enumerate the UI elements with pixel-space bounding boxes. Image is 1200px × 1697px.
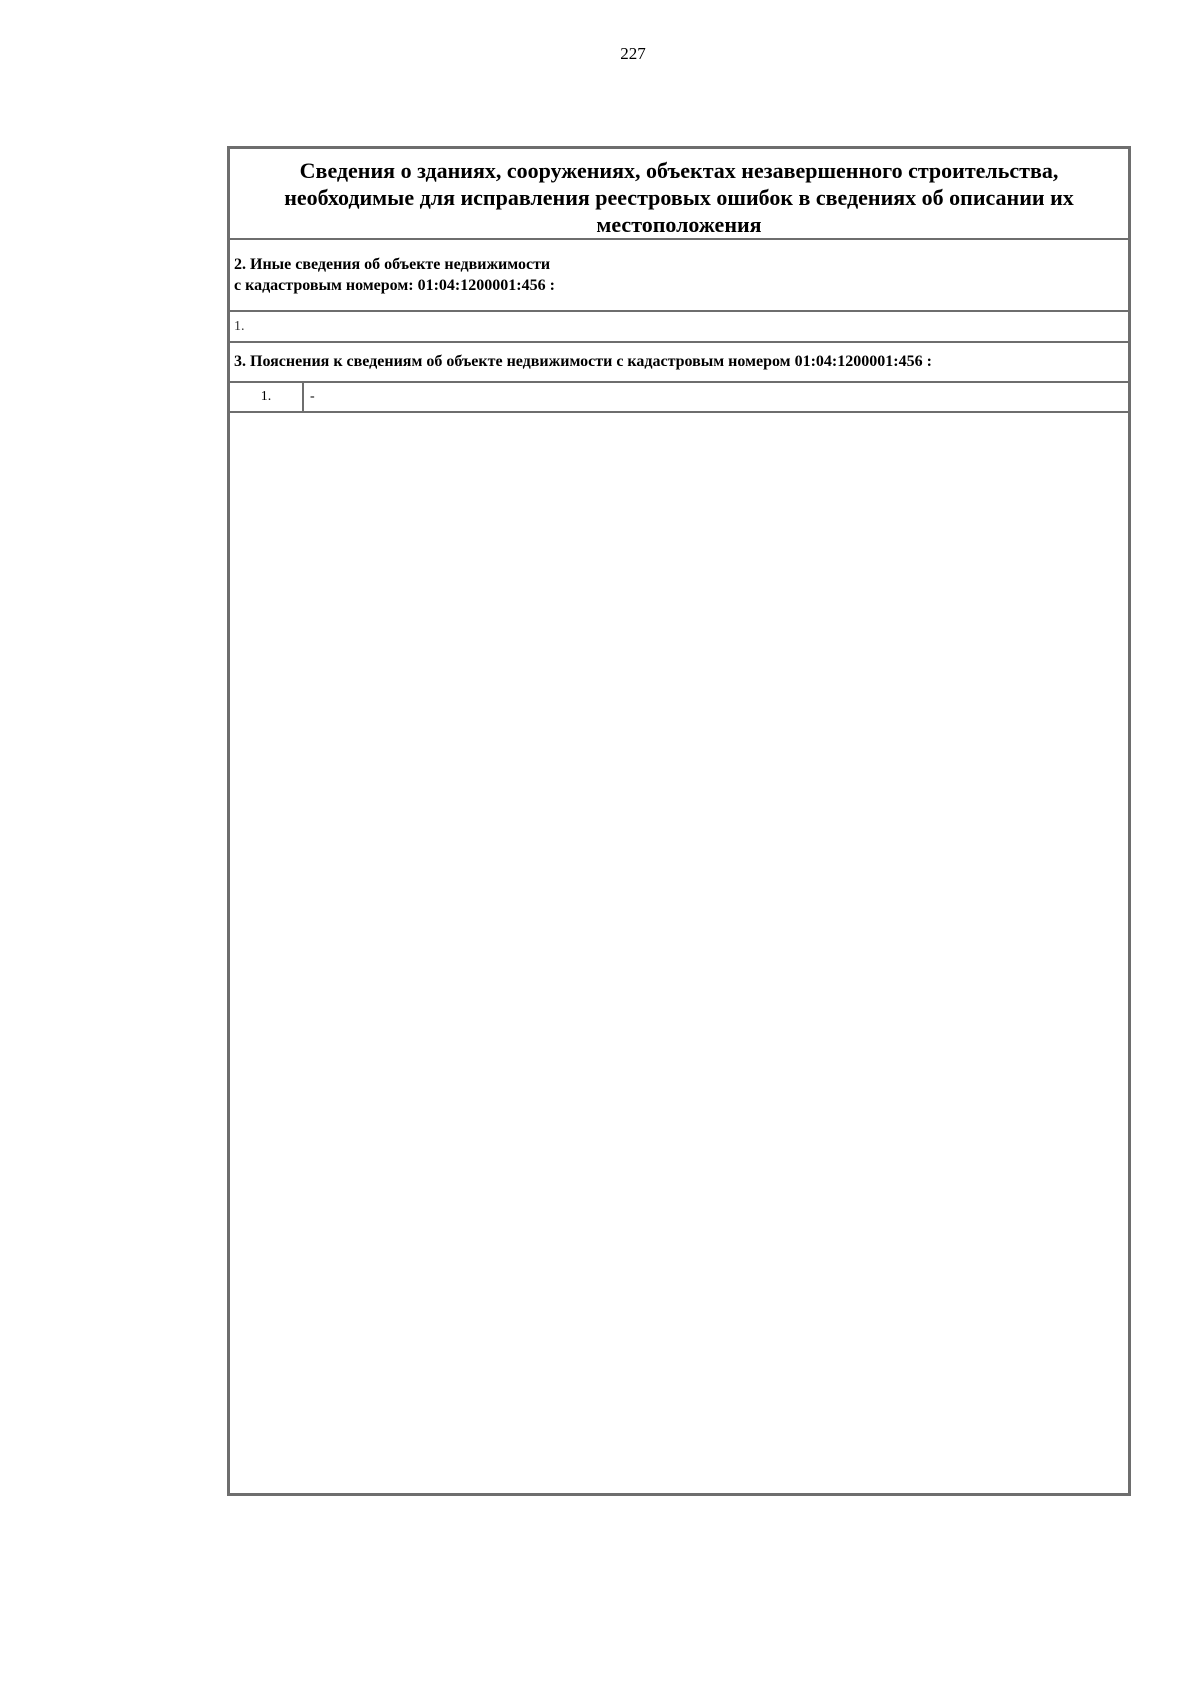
section-3-heading: 3. Пояснения к сведениям об объекте недвижимости с кадастровым номером 01:04:1200001:456 : (230, 343, 1128, 383)
page-number: 227 (620, 44, 646, 63)
section-2-heading (230, 240, 1128, 312)
form-title-line: Сведения о зданиях, сооружениях, объектах незавершенного строительства, (299, 158, 1059, 183)
section-2-heading-line: с кадастровым номером: 01:04:1200001:456 : (234, 277, 555, 294)
form-title-line: местоположения (596, 212, 762, 237)
section-3-item-value: - (310, 389, 315, 404)
form-title (230, 149, 1128, 240)
section-2-item (230, 312, 1128, 343)
section-2-item-number: 1. (234, 319, 245, 334)
section-3-item (230, 383, 1128, 413)
form-title-line: необходимые для исправления реестровых ошибок в сведениях об описании их (284, 185, 1074, 210)
cadastral-form (227, 146, 1131, 1496)
section-3-item-number: 1. (230, 383, 304, 411)
section-2-heading-line: 2. Иные сведения об объекте недвижимости (234, 256, 551, 273)
